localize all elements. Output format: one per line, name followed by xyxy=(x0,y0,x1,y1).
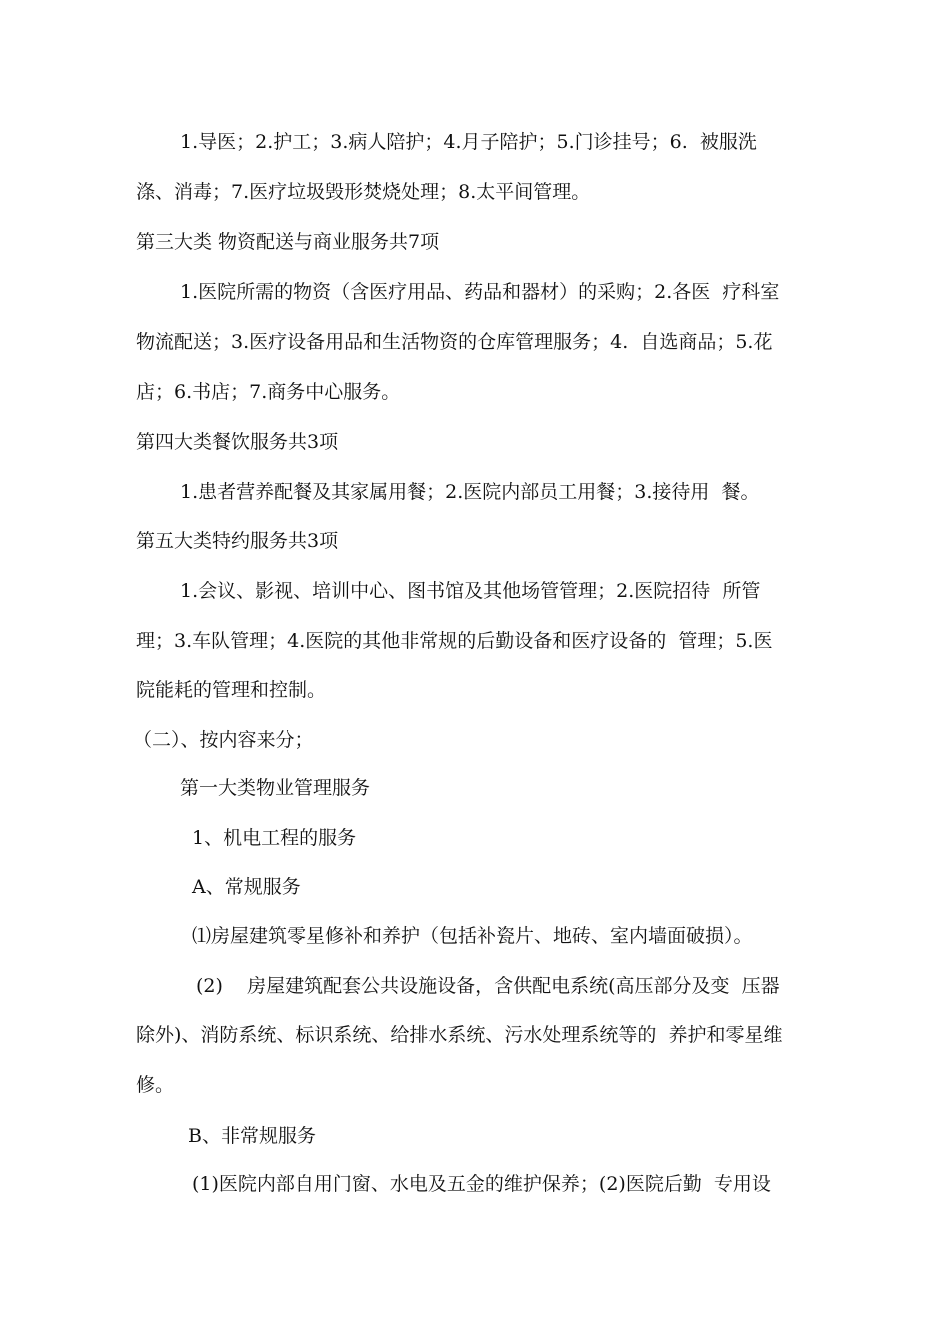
section-heading: （二）、按内容来分； xyxy=(133,729,314,751)
text-line: 物流配送；3.医疗设备用品和生活物资的仓库管理服务；4. 自选商品；5.花 xyxy=(136,331,773,353)
text-line: 1.医院所需的物资（含医疗用品、药品和器材）的采购；2.各医 疗科室 xyxy=(180,281,780,303)
text-line: 1.患者营养配餐及其家属用餐；2.医院内部员工用餐；3.接待用 餐。 xyxy=(180,481,760,503)
section-heading: 第五大类特约服务共3项 xyxy=(136,530,339,552)
text-line: 店；6.书店；7.商务中心服务。 xyxy=(136,381,401,403)
text-line: 理；3.车队管理；4.医院的其他非常规的后勤设备和医疗设备的 管理；5.医 xyxy=(136,630,773,652)
text-line: 1.会议、影视、培训中心、图书馆及其他场管管理；2.医院招待 所管 xyxy=(180,580,761,602)
text-line: 修。 xyxy=(136,1074,175,1096)
text-line: ⑴房屋建筑零星修补和养护（包括补瓷片、地砖、室内墙面破损）。 xyxy=(192,925,753,947)
text-line: 1.导医；2.护工；3.病人陪护；4.月子陪护；5.门诊挂号；6. 被服洗 xyxy=(180,131,757,153)
subsection-heading: A、常规服务 xyxy=(192,876,301,898)
subsection-heading: 1、机电工程的服务 xyxy=(192,827,357,849)
text-line: 除外)、消防系统、标识系统、给排水系统、污水处理系统等的 养护和零星维 xyxy=(136,1024,783,1046)
text-line: (1)医院内部自用门窗、水电及五金的维护保养；(2)医院后勤 专用设 xyxy=(192,1173,771,1195)
section-heading: 第一大类物业管理服务 xyxy=(180,777,371,799)
subsection-heading: B、非常规服务 xyxy=(188,1125,316,1147)
section-heading: 第四大类餐饮服务共3项 xyxy=(136,431,339,453)
text-line: 院能耗的管理和控制。 xyxy=(136,679,327,701)
section-heading: 第三大类 物资配送与商业服务共7项 xyxy=(136,231,440,253)
text-line: 涤、消毒；7.医疗垃圾毁形焚烧处理；8.太平间管理。 xyxy=(136,181,591,203)
text-line: (2) 房屋建筑配套公共设施设备，含供配电系统(高压部分及变 压器 xyxy=(196,975,780,997)
